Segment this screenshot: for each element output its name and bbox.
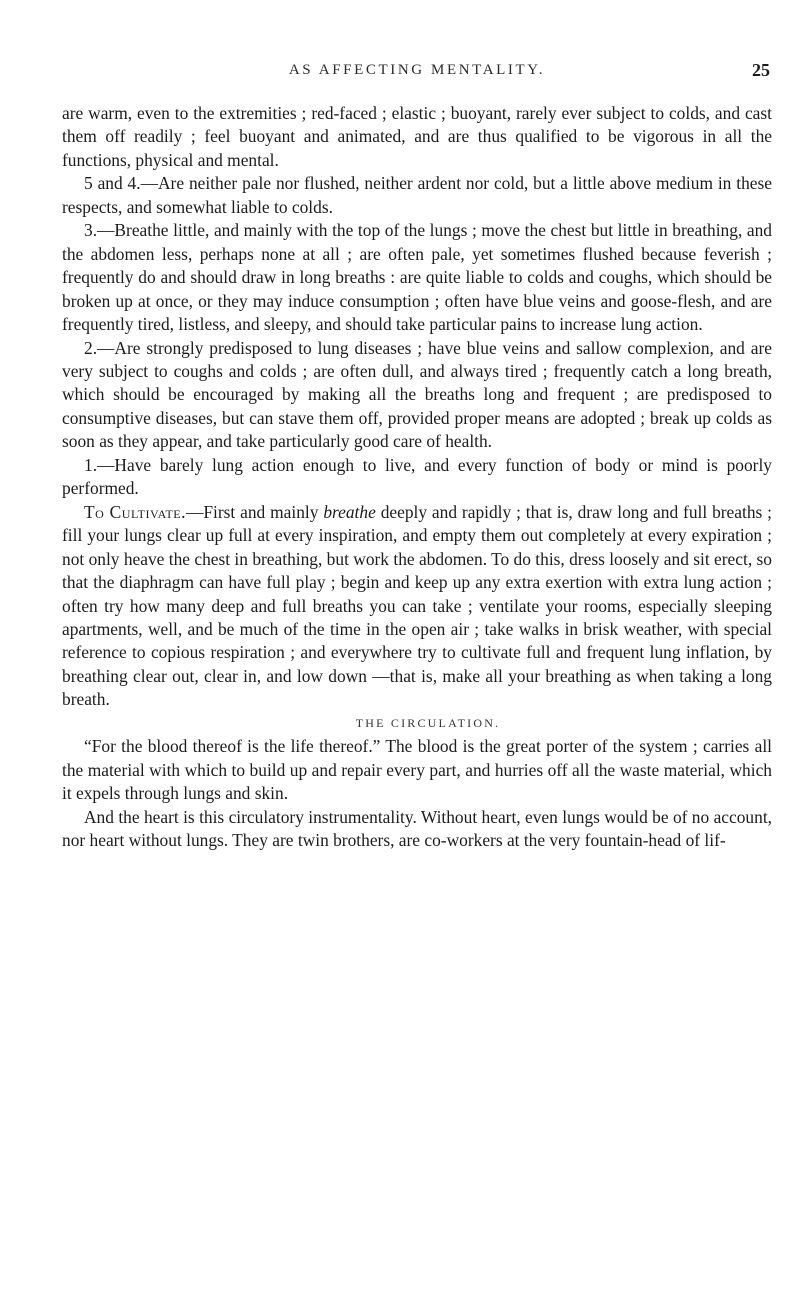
running-head: AS AFFECTING MENTALITY. xyxy=(288,62,546,78)
cultivate-text-b: deeply and rapidly ; that is, draw long and full breaths ; fill your lungs clear up full at every inspiration, and empty them out completely at every expiration ; not only heave the chest in breathing, but work the abdomen. To do this, dress loosely and sit erect, so that the diaphragm can have full play ; begin and keep up any extra exertion with extra lung action ; often try how many deep and full breaths you can take ; ventilate your rooms, especially sleeping apartments, well, and be much of the time in the open air ; take walks in brisk weather, with special reference to copious respiration ; and everywhere try to cultivate full and frequent lung inflation, by breathing clear out, clear in, and low down —that is, make all your breathing as when taking a long breath. xyxy=(62,501,773,710)
cultivate-emphasis: breathe xyxy=(323,501,376,522)
paragraph-continuation: are warm, even to the extremities ; red-faced ; elastic ; buoyant, rarely ever subject to colds, and cast them off readily ; feel buoyant and animated, and are thus qualified to be vigorous in all the functions, physical and mental. xyxy=(62,103,772,170)
cultivate-text-a: —First and mainly xyxy=(185,501,324,522)
paragraph-to-cultivate xyxy=(62,501,772,712)
page-header xyxy=(62,60,772,90)
paragraph-heart: And the heart is this circulatory instrumentality. Without heart, even lungs would be of no account, nor heart without lungs. They are twin brothers, are co-workers at the very fountain-head of lif- xyxy=(62,806,772,851)
paragraph-grade-5-4: 5 and 4.—Are neither pale nor flushed, neither ardent nor cold, but a little above medium in these respects, and somewhat liable to colds. xyxy=(62,173,772,217)
cultivate-lead: To Cultivate. xyxy=(84,501,186,522)
paragraph-blood: “For the blood thereof is the life thereof.” The blood is the great porter of the system ; carries all the material with which to build up and repair every part, and hurries off all the waste material, which it expels through lungs and skin. xyxy=(62,736,772,804)
paragraph-grade-3: 3.—Breathe little, and mainly with the top of the lungs ; move the chest but little in breathing, and the abdomen less, perhaps none at all ; are often pale, yet sometimes flushed because feverish ; frequently do and should draw in long breaths : are quite liable to colds and coughs, which should be broken up at once, or they may induce consumption ; often have blue veins and goose-flesh, and are frequently tired, listless, and sleepy, and should take particular pains to increase lung action. xyxy=(62,220,772,335)
body-text xyxy=(62,102,772,853)
paragraph-grade-1: 1.—Have barely lung action enough to live, and every function of body or mind is poorly performed. xyxy=(62,454,772,499)
page-number: 25 xyxy=(752,60,770,80)
paragraph-grade-2: 2.—Are strongly predisposed to lung diseases ; have blue veins and sallow complexion, and are very subject to coughs and colds ; are often dull, and always tired ; frequently catch a long breath, which should be encouraged by making all the breaths long and frequent ; are predisposed to consumptive diseases, but can stave them off, provided proper means are adopted ; break up colds as soon as they appear, and take particularly good care of health. xyxy=(62,337,772,452)
section-heading-circulation: THE CIRCULATION. xyxy=(355,715,501,730)
